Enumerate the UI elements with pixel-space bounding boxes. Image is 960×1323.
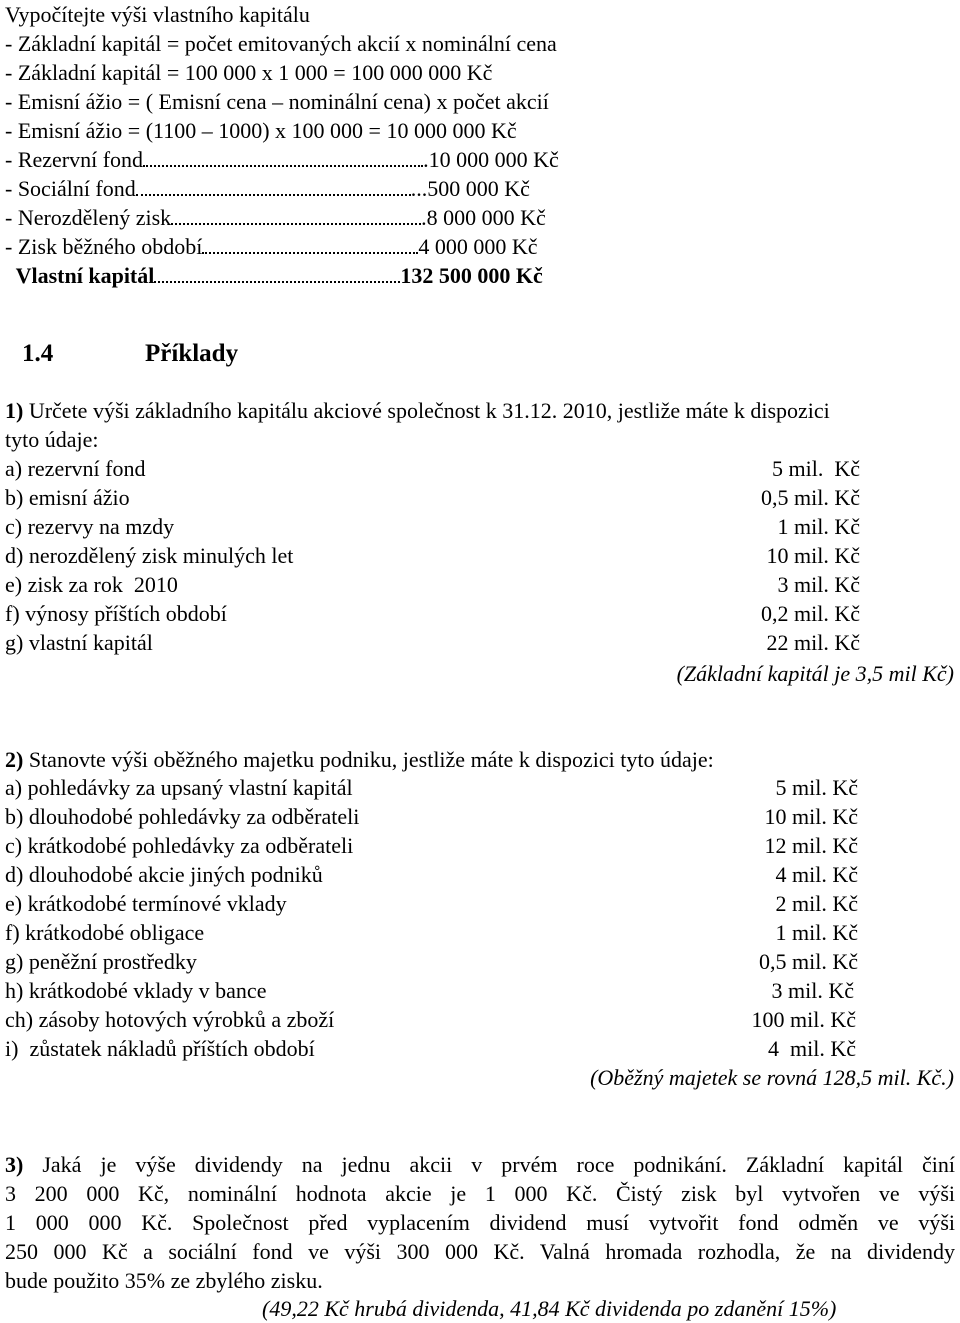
ex3-answer: (49,22 Kč hrubá dividenda, 41,84 Kč dividenda po zdanění 15%) — [262, 1296, 837, 1321]
capital-total — [5, 261, 543, 290]
exercise-1-text — [5, 396, 830, 425]
ex1-item-label: f) výnosy příštích období — [5, 601, 227, 626]
ex1-item-value: 22 mil. Kč — [766, 630, 860, 655]
leader-dots — [143, 147, 423, 167]
capital-item-label: - Sociální fond — [5, 176, 136, 201]
exercise-number: 1) — [5, 398, 24, 423]
ex1-answer: (Základní kapitál je 3,5 mil Kč) — [676, 661, 954, 686]
ex2-item-value: 1 mil. Kč — [775, 920, 858, 945]
ex1-item-value: 0,5 mil. Kč — [761, 485, 860, 510]
exercise-3-line: 250 000 Kč a sociální fond ve výši 300 000 Kč. Valná hromada rozhodla, že na dividendy — [5, 1239, 955, 1264]
ex1-item-label: b) emisní ážio — [5, 485, 130, 510]
exercise-number: 3) — [5, 1152, 24, 1177]
exercise-2-text — [5, 745, 714, 774]
capital-item — [5, 145, 559, 174]
ex2-item-value: 3 mil. Kč — [771, 978, 854, 1003]
capital-item-value: .10 000 000 Kč — [423, 147, 559, 172]
ex1-item-label: g) vlastní kapitál — [5, 630, 153, 655]
ex2-item-label: f) krátkodobé obligace — [5, 920, 205, 945]
ex2-item-value: 2 mil. Kč — [775, 891, 858, 916]
capital-item-value: ...500 000 Kč — [410, 176, 530, 201]
ex2-item-label: ch) zásoby hotových výrobků a zboží — [5, 1007, 335, 1032]
capital-item-label: - Nerozdělený zisk — [5, 205, 172, 230]
ex2-item-value: 4 mil. Kč — [775, 862, 858, 887]
capital-item-value: .8 000 000 Kč — [421, 205, 546, 230]
capital-item — [5, 232, 538, 261]
intro-line: - Základní kapitál = počet emitovaných akcií x nominální cena — [5, 31, 557, 56]
intro-line: - Emisní ážio = (1100 – 1000) x 100 000 = 10 000 000 Kč — [5, 118, 517, 143]
ex1-item-value: 0,2 mil. Kč — [761, 601, 860, 626]
section-number: 1.4 — [22, 340, 54, 367]
ex2-item-label: g) peněžní prostředky — [5, 949, 197, 974]
ex2-item-value: 4 mil. Kč — [768, 1036, 856, 1061]
ex2-item-label: a) pohledávky za upsaný vlastní kapitál — [5, 775, 353, 800]
capital-item — [5, 203, 546, 232]
exercise-1-text-cont: tyto údaje: — [5, 427, 99, 452]
ex2-item-value: 12 mil. Kč — [764, 833, 858, 858]
ex1-item-value: 5 mil. Kč — [772, 456, 860, 481]
section-title: Příklady — [145, 340, 239, 367]
leader-dots — [154, 263, 400, 283]
ex1-item-label: a) rezervní fond — [5, 456, 146, 481]
capital-item-value: 4 000 000 Kč — [418, 234, 538, 259]
ex2-item-label: c) krátkodobé pohledávky za odběrateli — [5, 833, 354, 858]
exercise-question: Jaká je výše dividendy na jednu akcii v prvém roce podnikání. Základní kapitál činí — [23, 1152, 955, 1177]
capital-total-label: Vlastní kapitál — [15, 263, 155, 288]
exercise-question: Stanovte výši oběžného majetku podniku, jestliže máte k dispozici tyto údaje: — [23, 747, 714, 772]
ex2-item-label: i) zůstatek nákladů příštích období — [5, 1036, 315, 1061]
exercise-3-line: 3 200 000 Kč, nominální hodnota akcie je 1 000 Kč. Čistý zisk byl vytvořen ve výši — [5, 1181, 955, 1206]
exercise-3-line: 1 000 000 Kč. Společnost před vyplacením dividend musí vytvořit fond odměn ve výši — [5, 1210, 955, 1235]
capital-total-value: 132 500 000 Kč — [400, 263, 543, 288]
exercise-3-line: bude použito 35% ze zbylého zisku. — [5, 1268, 323, 1293]
exercise-question: Určete výši základního kapitálu akciové společnost k 31.12. 2010, jestliže máte k dispozici — [23, 398, 830, 423]
intro-line: - Emisní ážio = ( Emisní cena – nominální cena) x počet akcií — [5, 89, 549, 114]
ex1-item-label: c) rezervy na mzdy — [5, 514, 175, 539]
ex2-item-value: 5 mil. Kč — [775, 775, 858, 800]
ex2-item-value: 0,5 mil. Kč — [759, 949, 858, 974]
ex1-item-label: e) zisk za rok 2010 — [5, 572, 178, 597]
intro-line: - Základní kapitál = 100 000 x 1 000 = 100 000 000 Kč — [5, 60, 493, 85]
leader-dots — [171, 205, 421, 225]
ex2-item-label: d) dlouhodobé akcie jiných podniků — [5, 862, 323, 887]
ex1-item-value: 1 mil. Kč — [777, 514, 860, 539]
capital-item-label: - Zisk běžného období — [5, 234, 203, 259]
ex2-item-value: 100 mil. Kč — [751, 1007, 856, 1032]
ex2-item-label: b) dlouhodobé pohledávky za odběrateli — [5, 804, 360, 829]
leader-dots — [202, 234, 418, 254]
ex2-answer: (Oběžný majetek se rovná 128,5 mil. Kč.) — [590, 1065, 954, 1090]
ex1-item-value: 10 mil. Kč — [766, 543, 860, 568]
ex1-item-label: d) nerozdělený zisk minulých let — [5, 543, 294, 568]
ex2-item-value: 10 mil. Kč — [764, 804, 858, 829]
intro-title: Vypočítejte výši vlastního kapitálu — [5, 2, 310, 27]
exercise-number: 2) — [5, 747, 24, 772]
leader-dots — [136, 176, 411, 196]
ex1-item-value: 3 mil. Kč — [777, 572, 860, 597]
capital-item — [5, 174, 530, 203]
ex2-item-label: h) krátkodobé vklady v bance — [5, 978, 267, 1003]
exercise-3-line — [5, 1150, 955, 1179]
ex2-item-label: e) krátkodobé termínové vklady — [5, 891, 287, 916]
capital-item-label: - Rezervní fond — [5, 147, 144, 172]
